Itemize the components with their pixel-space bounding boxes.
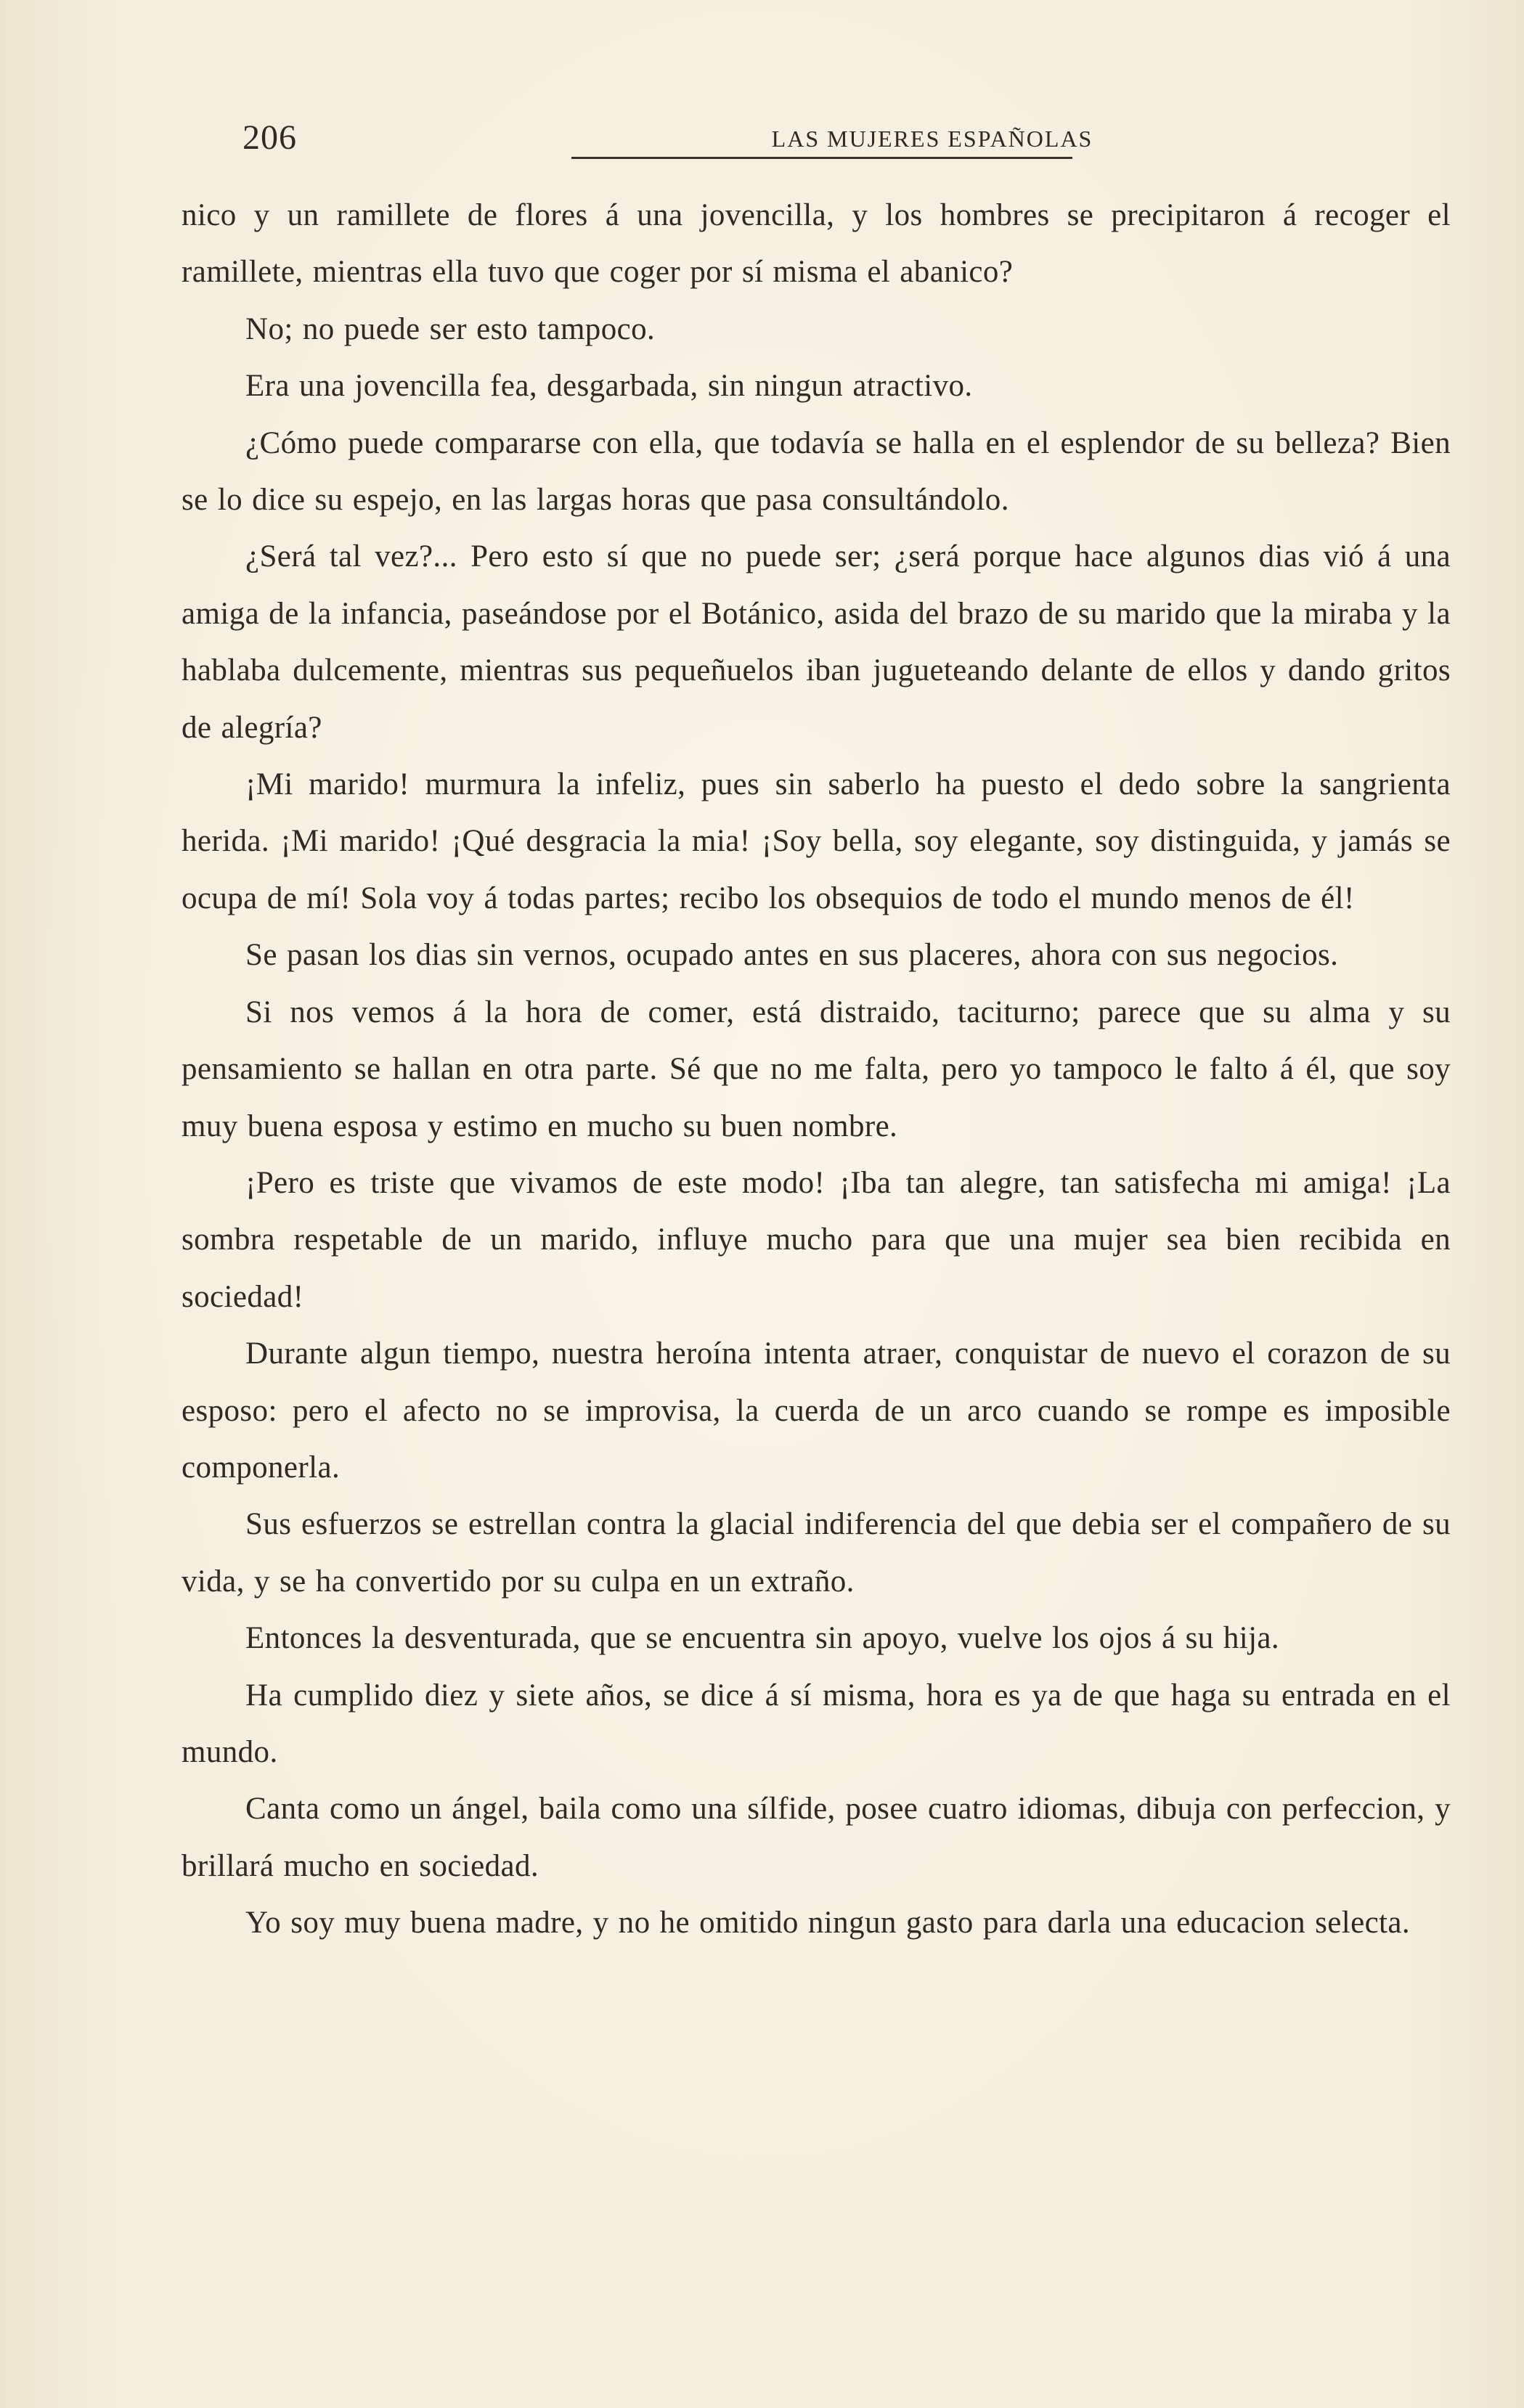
page-header (243, 116, 1447, 167)
running-title: LAS MUJERES ESPAÑOLAS (771, 126, 1093, 152)
paragraph: Se pasan los dias sin vernos, ocupado antes en sus placeres, ahora con sus negocios. (245, 938, 1339, 973)
paragraph: Durante algun tiempo, nuestra heroína intenta atraer, conquistar de nuevo el corazon de su esposo: pero el afecto no se improvisa, la cuerda de un arco cuando se rompe es imposible componerla. (182, 1336, 1451, 1485)
paragraph: Entonces la desventurada, que se encuentra sin apoyo, vuelve los ojos á su hija. (245, 1621, 1280, 1656)
paragraph: No; no puede ser esto tampoco. (245, 311, 656, 346)
paragraph: Ha cumplido diez y siete años, se dice á sí misma, hora es ya de que haga su entrada en el mundo. (182, 1678, 1451, 1769)
paragraph: Sus esfuerzos se estrellan contra la glacial indiferencia del que debia ser el compañero de su vida, y se ha convertido por su culpa en un extraño. (182, 1507, 1451, 1599)
paragraph: ¡Mi marido! murmura la infeliz, pues sin saberlo ha puesto el dedo sobre la sangrienta herida. ¡Mi marido! ¡Qué desgracia la mia! ¡Soy bella, soy elegante, soy distinguida, y jamás se ocupa de mí! Sola voy á todas partes; recibo los obsequios de todo el mundo menos de él! (182, 767, 1451, 915)
paragraph: Si nos vemos á la hora de comer, está distraido, taciturno; parece que su alma y su pensamiento se hallan en otra parte. Sé que no me falta, pero yo tampoco le falto á él, que soy muy buena esposa y estimo en mucho su buen nombre. (182, 995, 1451, 1143)
header-rule (571, 157, 1072, 159)
paragraph: ¿Será tal vez?... Pero esto sí que no puede ser; ¿será porque hace algunos dias vió á una amiga de la infancia, paseándose por el Botánico, asida del brazo de su marido que la miraba y la hablaba dulcemente, mientras sus pequeñuelos iban jugueteando delante de ellos y dando gritos de alegría? (182, 539, 1451, 745)
page-number: 206 (243, 118, 297, 157)
paragraph: ¿Cómo puede compararse con ella, que todavía se halla en el esplendor de su belleza? Bien se lo dice su espejo, en las largas horas que pasa consultándolo. (182, 425, 1451, 518)
paragraph: Era una jovencilla fea, desgarbada, sin ningun atractivo. (245, 369, 973, 404)
paragraph: nico y un ramillete de flores á una jovencilla, y los hombres se precipitaron á recoger el ramillete, mientras ella tuvo que coger por sí misma el abanico? (182, 198, 1451, 290)
paragraph: Canta como un ángel, baila como una sílfide, posee cuatro idiomas, dibuja con perfeccion, y brillará mucho en sociedad. (182, 1792, 1451, 1883)
paragraph: Yo soy muy buena madre, y no he omitido ningun gasto para darla una educacion selecta. (245, 1906, 1411, 1940)
body-text (182, 187, 1451, 1952)
paragraph: ¡Pero es triste que vivamos de este modo! ¡Iba tan alegre, tan satisfecha mi amiga! ¡La sombra respetable de un marido, influye mucho para que una mujer sea bien recibida en sociedad! (182, 1165, 1451, 1314)
